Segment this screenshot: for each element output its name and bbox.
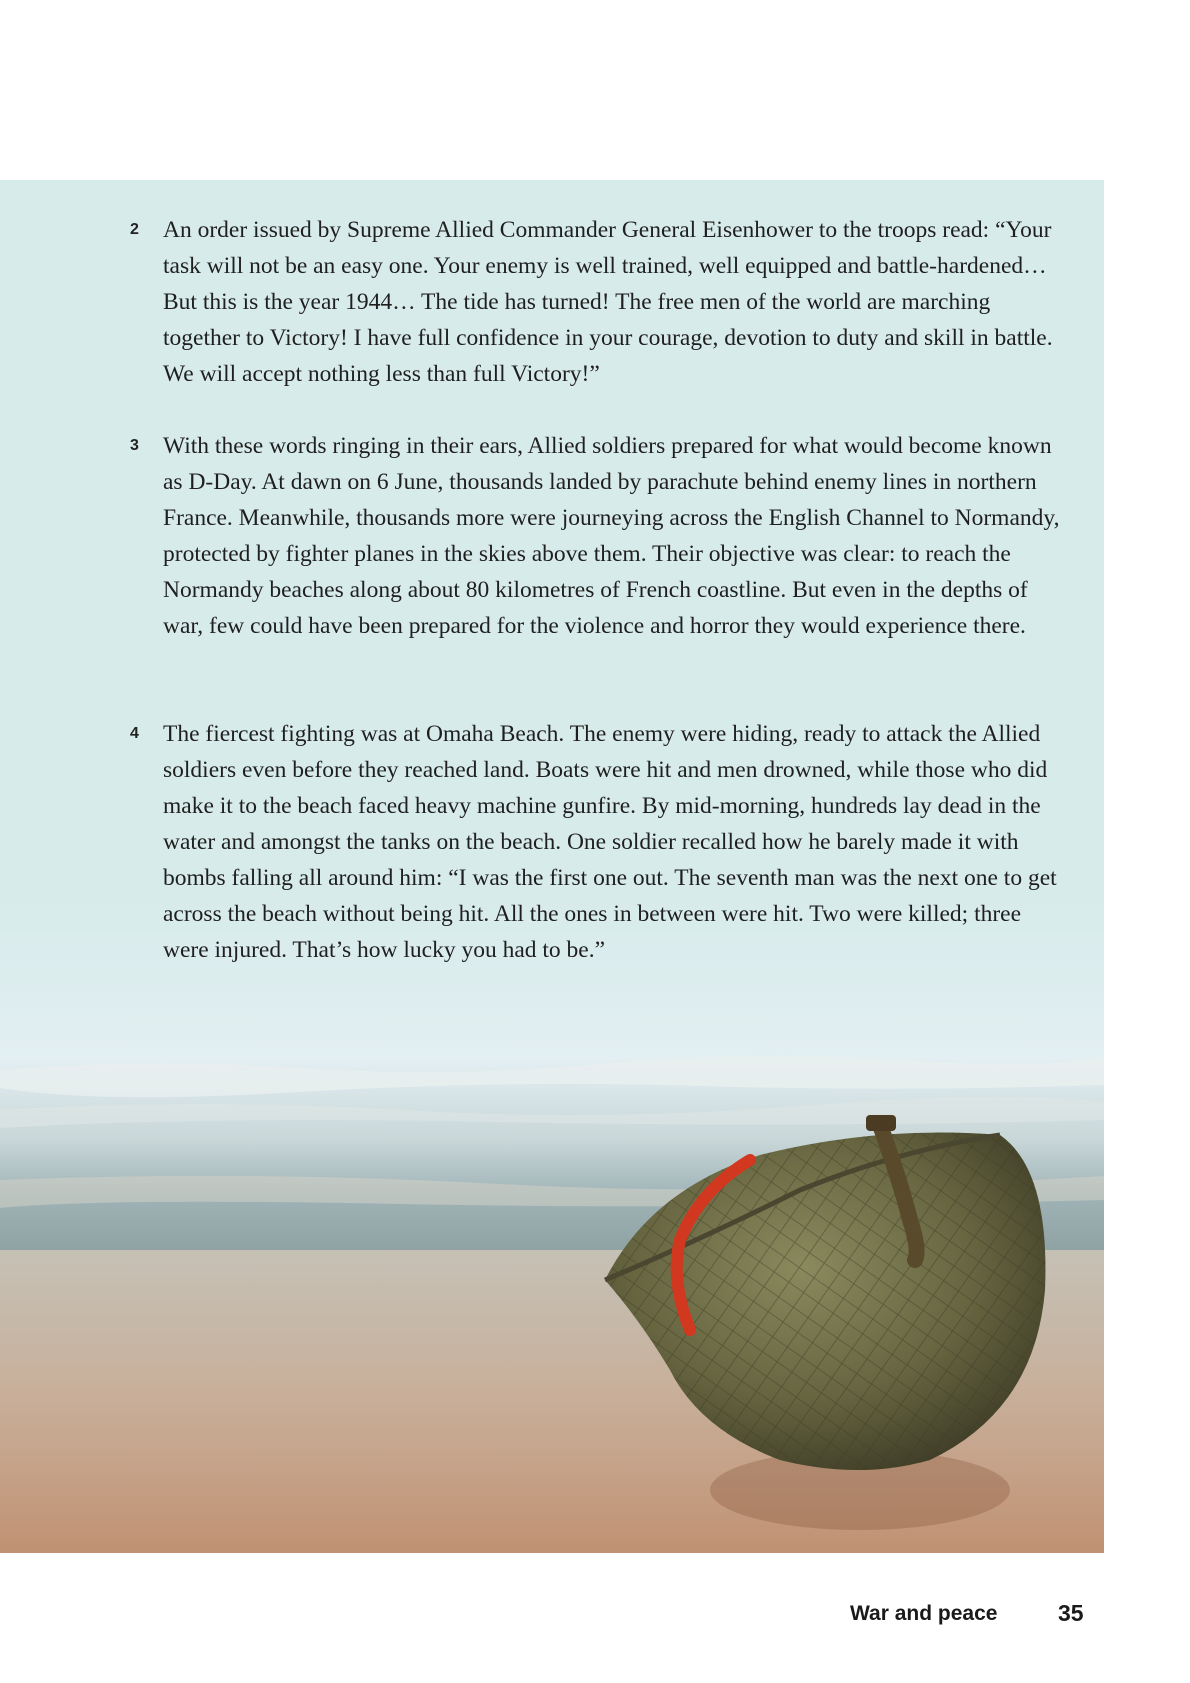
page-number: 35	[1058, 1600, 1084, 1626]
paragraph-number: 3	[130, 437, 139, 454]
paragraph-text: With these words ringing in their ears, Allied soldiers prepared for what would become known as D-Day. At dawn on 6 June, thousands landed by parachute behind enemy lines in northern France. Meanwhile, thousands more were journeying across the English Channel to Normandy, protected by fighter planes in the skies above them. Their objective was clear: to reach the Normandy beaches along about 80 kilometres of French coastline. But even in the depths of war, few could have been prepared for the violence and horror they would experience there.	[163, 433, 1060, 639]
paragraph-number: 4	[130, 725, 139, 742]
paragraph-number: 2	[130, 221, 139, 238]
section-title: War and peace	[850, 1602, 998, 1625]
paragraph-text: The fiercest fighting was at Omaha Beach. The enemy were hiding, ready to attack the Allied soldiers even before they reached land. Boats were hit and men drowned, while those who did make it to the beach faced heavy machine gunfire. By mid-morning, hundreds lay dead in the water and amongst the tanks on the beach. One soldier recalled how he barely made it with bombs falling all around him: “I was the first one out. The seventh man was the next one to get across the beach without being hit. All the ones in between were hit. Two were killed; three were injured. That’s how lucky you had to be.”	[163, 721, 1057, 963]
paragraph-text: An order issued by Supreme Allied Commander General Eisenhower to the troops read: “Your task will not be an easy one. Your enemy is well trained, well equipped and battle-hardened… But this is the year 1944… The tide has turned! The free men of the world are marching together to Victory! I have full confidence in your courage, devotion to duty and skill in battle. We will accept nothing less than full Victory!”	[163, 217, 1053, 387]
